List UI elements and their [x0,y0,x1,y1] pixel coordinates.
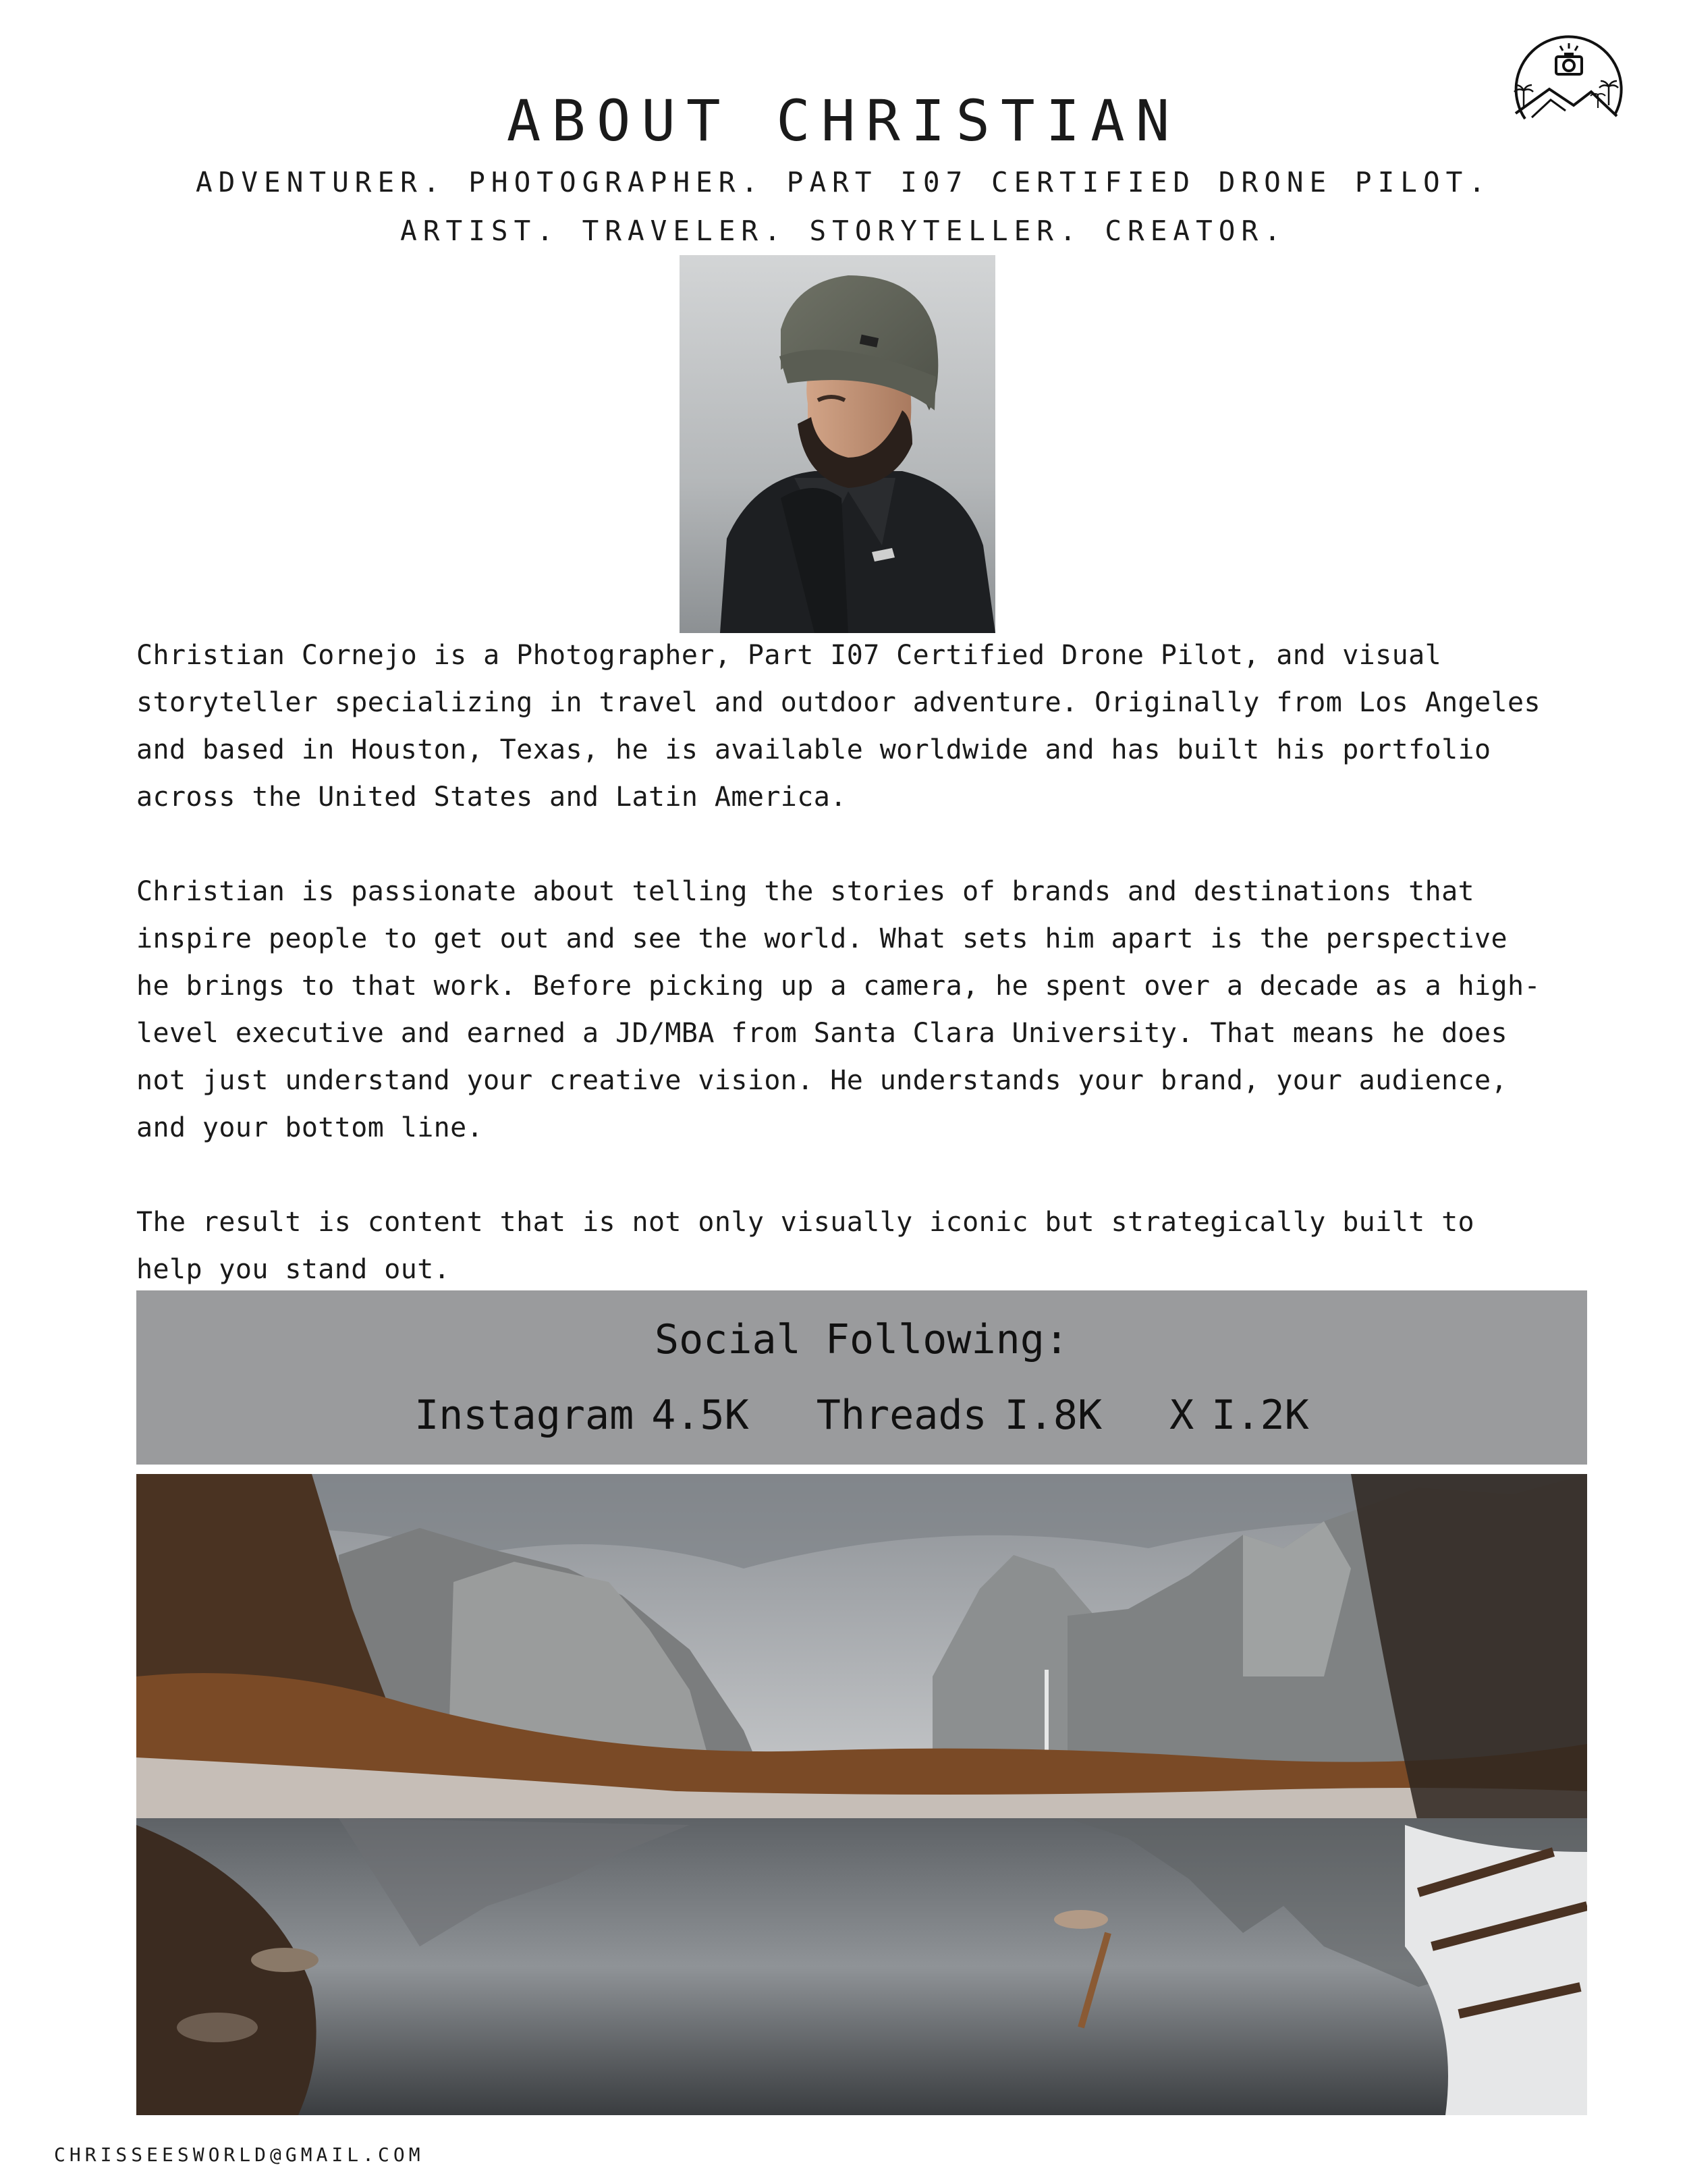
subtitle-line-1: ADVENTURER. PHOTOGRAPHER. PART I07 CERTIFIED DRONE PILOT. [196,166,1491,198]
social-following-panel [136,1290,1587,1465]
social-stats-row [136,1392,1587,1439]
bio-paragraph-2: Christian is passionate about telling the stories of brands and destinations that inspire people to get out and see the world. What sets him apart is the perspective he brings to that work. Before picking up a camera, he spent over a decade as a high- level executive and earned a JD/MBA from Santa Clara University. That means he does not just understand your creative vision. He understands your brand, your audience, and your bottom line. [136,876,1541,1143]
social-stat-x [1169,1392,1309,1439]
social-count-instagram: 4.5K [651,1392,749,1439]
social-stat-instagram [414,1392,749,1439]
bio-paragraph-1: Christian Cornejo is a Photographer, Part I07 Certified Drone Pilot, and visual storyteller specializing in travel and outdoor adventure. Originally from Los Angeles and based in Houston, Texas, he is available worldwide and has built his portfolio across the United States and Latin America. [136,640,1541,813]
bio-paragraph-3: The result is content that is not only visually iconic but strategically built to help you stand out. [136,1207,1475,1285]
social-stat-threads [817,1392,1102,1439]
social-platform-threads: Threads [816,1392,987,1439]
yosemite-valley-photo [136,1474,1587,2115]
social-platform-x: X [1169,1392,1194,1439]
social-count-x: I.2K [1211,1392,1309,1439]
page-title: ABOUT CHRISTIAN [506,88,1181,154]
social-heading: Social Following: [654,1316,1070,1363]
footer-email: CHRISSEESWORLD@GMAIL.COM [54,2144,424,2166]
social-platform-instagram: Instagram [414,1392,634,1439]
social-count-threads: I.8K [1004,1392,1103,1439]
subtitle-line-2: ARTIST. TRAVELER. STORYTELLER. CREATOR. [400,215,1287,247]
portrait-photo [680,255,995,633]
